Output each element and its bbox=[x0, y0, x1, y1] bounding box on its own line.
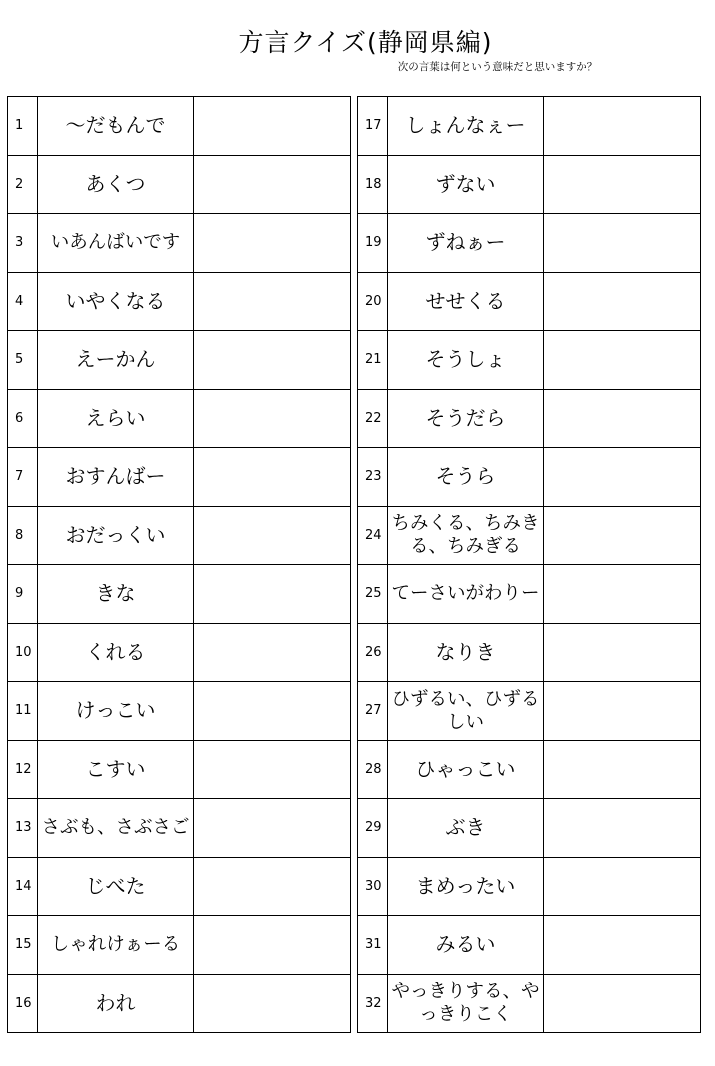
question-number: 4 bbox=[8, 272, 38, 331]
question-number: 9 bbox=[8, 565, 38, 624]
quiz-row bbox=[8, 214, 351, 273]
question-number: 1 bbox=[8, 97, 38, 156]
dialect-word: えーかん bbox=[38, 331, 194, 390]
answer-box[interactable] bbox=[544, 857, 701, 916]
answer-box[interactable] bbox=[544, 97, 701, 156]
question-number: 23 bbox=[358, 448, 388, 507]
question-number: 32 bbox=[358, 974, 388, 1033]
quiz-row bbox=[358, 682, 701, 741]
answer-box[interactable] bbox=[194, 272, 351, 331]
quiz-row bbox=[358, 389, 701, 448]
question-number: 30 bbox=[358, 857, 388, 916]
answer-box[interactable] bbox=[544, 389, 701, 448]
quiz-row bbox=[358, 740, 701, 799]
question-number: 11 bbox=[8, 682, 38, 741]
quiz-row bbox=[8, 623, 351, 682]
question-number: 5 bbox=[8, 331, 38, 390]
answer-box[interactable] bbox=[544, 331, 701, 390]
dialect-word: やっきりする、やっきりこく bbox=[388, 974, 544, 1033]
dialect-word: まめったい bbox=[388, 857, 544, 916]
quiz-row bbox=[8, 974, 351, 1033]
answer-box[interactable] bbox=[544, 155, 701, 214]
dialect-word: せせくる bbox=[388, 272, 544, 331]
dialect-word: ～だもんで bbox=[38, 97, 194, 156]
quiz-row bbox=[358, 623, 701, 682]
question-number: 22 bbox=[358, 389, 388, 448]
dialect-word: おすんばー bbox=[38, 448, 194, 507]
answer-box[interactable] bbox=[544, 272, 701, 331]
page-subtitle: 次の言葉は何という意味だと思いますか？ bbox=[397, 61, 598, 73]
quiz-row bbox=[8, 331, 351, 390]
quiz-row bbox=[358, 565, 701, 624]
dialect-word: ぶき bbox=[388, 799, 544, 858]
answer-box[interactable] bbox=[194, 448, 351, 507]
answer-box[interactable] bbox=[194, 331, 351, 390]
quiz-row bbox=[8, 916, 351, 975]
dialect-word: こすい bbox=[38, 740, 194, 799]
dialect-word: いやくなる bbox=[38, 272, 194, 331]
answer-box[interactable] bbox=[194, 974, 351, 1033]
answer-box[interactable] bbox=[194, 916, 351, 975]
quiz-table-right bbox=[357, 96, 701, 1033]
dialect-word: ずねぁー bbox=[388, 214, 544, 273]
question-number: 16 bbox=[8, 974, 38, 1033]
answer-box[interactable] bbox=[194, 506, 351, 565]
answer-box[interactable] bbox=[194, 389, 351, 448]
answer-box[interactable] bbox=[194, 214, 351, 273]
quiz-row bbox=[8, 506, 351, 565]
quiz-row bbox=[358, 331, 701, 390]
answer-box[interactable] bbox=[544, 682, 701, 741]
question-number: 15 bbox=[8, 916, 38, 975]
answer-box[interactable] bbox=[544, 448, 701, 507]
answer-box[interactable] bbox=[194, 155, 351, 214]
dialect-word: ちみくる、ちみきる、ちみぎる bbox=[388, 506, 544, 565]
quiz-row bbox=[8, 799, 351, 858]
dialect-word: われ bbox=[38, 974, 194, 1033]
question-number: 31 bbox=[358, 916, 388, 975]
quiz-row bbox=[358, 97, 701, 156]
question-number: 19 bbox=[358, 214, 388, 273]
question-number: 14 bbox=[8, 857, 38, 916]
dialect-word: おだっくい bbox=[38, 506, 194, 565]
answer-box[interactable] bbox=[544, 565, 701, 624]
answer-box[interactable] bbox=[544, 740, 701, 799]
dialect-word: そうしょ bbox=[388, 331, 544, 390]
quiz-row bbox=[8, 97, 351, 156]
question-number: 7 bbox=[8, 448, 38, 507]
dialect-word: いあんばいです bbox=[38, 214, 194, 273]
dialect-word: ひゃっこい bbox=[388, 740, 544, 799]
dialect-word: きな bbox=[38, 565, 194, 624]
dialect-word: しょんなぇー bbox=[388, 97, 544, 156]
quiz-row bbox=[358, 857, 701, 916]
quiz-row bbox=[358, 974, 701, 1033]
quiz-row bbox=[358, 799, 701, 858]
answer-box[interactable] bbox=[194, 97, 351, 156]
question-number: 29 bbox=[358, 799, 388, 858]
dialect-word: みるい bbox=[388, 916, 544, 975]
quiz-row bbox=[358, 916, 701, 975]
dialect-word: えらい bbox=[38, 389, 194, 448]
quiz-row bbox=[8, 857, 351, 916]
answer-box[interactable] bbox=[194, 857, 351, 916]
dialect-word: なりき bbox=[388, 623, 544, 682]
question-number: 21 bbox=[358, 331, 388, 390]
dialect-word: けっこい bbox=[38, 682, 194, 741]
answer-box[interactable] bbox=[194, 682, 351, 741]
quiz-row bbox=[8, 155, 351, 214]
dialect-word: しゃれけぁーる bbox=[38, 916, 194, 975]
answer-box[interactable] bbox=[194, 799, 351, 858]
question-number: 24 bbox=[358, 506, 388, 565]
dialect-word: さぶも、さぶさご bbox=[38, 799, 194, 858]
question-number: 28 bbox=[358, 740, 388, 799]
question-number: 12 bbox=[8, 740, 38, 799]
question-number: 6 bbox=[8, 389, 38, 448]
answer-box[interactable] bbox=[194, 565, 351, 624]
answer-box[interactable] bbox=[544, 623, 701, 682]
question-number: 2 bbox=[8, 155, 38, 214]
answer-box[interactable] bbox=[544, 916, 701, 975]
question-number: 20 bbox=[358, 272, 388, 331]
question-number: 10 bbox=[8, 623, 38, 682]
page-title: 方言クイズ(静岡県編) bbox=[238, 28, 493, 57]
dialect-word: そうだら bbox=[388, 389, 544, 448]
quiz-row bbox=[8, 272, 351, 331]
quiz-row bbox=[358, 448, 701, 507]
answer-box[interactable] bbox=[544, 799, 701, 858]
dialect-word: ずない bbox=[388, 155, 544, 214]
question-number: 17 bbox=[358, 97, 388, 156]
quiz-row bbox=[358, 506, 701, 565]
quiz-row bbox=[358, 272, 701, 331]
answer-box[interactable] bbox=[194, 623, 351, 682]
quiz-row bbox=[8, 682, 351, 741]
dialect-word: てーさいがわりー bbox=[388, 565, 544, 624]
quiz-row bbox=[8, 565, 351, 624]
question-number: 27 bbox=[358, 682, 388, 741]
quiz-table-left bbox=[7, 96, 351, 1033]
dialect-word: そうら bbox=[388, 448, 544, 507]
answer-box[interactable] bbox=[544, 506, 701, 565]
dialect-word: あくつ bbox=[38, 155, 194, 214]
answer-box[interactable] bbox=[194, 740, 351, 799]
quiz-row bbox=[358, 214, 701, 273]
quiz-row bbox=[8, 740, 351, 799]
answer-box[interactable] bbox=[544, 974, 701, 1033]
quiz-row bbox=[8, 448, 351, 507]
dialect-word: じべた bbox=[38, 857, 194, 916]
quiz-row bbox=[358, 155, 701, 214]
question-number: 3 bbox=[8, 214, 38, 273]
dialect-word: くれる bbox=[38, 623, 194, 682]
question-number: 8 bbox=[8, 506, 38, 565]
question-number: 18 bbox=[358, 155, 388, 214]
question-number: 13 bbox=[8, 799, 38, 858]
question-number: 26 bbox=[358, 623, 388, 682]
quiz-row bbox=[8, 389, 351, 448]
question-number: 25 bbox=[358, 565, 388, 624]
answer-box[interactable] bbox=[544, 214, 701, 273]
dialect-word: ひずるい、ひずるしい bbox=[388, 682, 544, 741]
